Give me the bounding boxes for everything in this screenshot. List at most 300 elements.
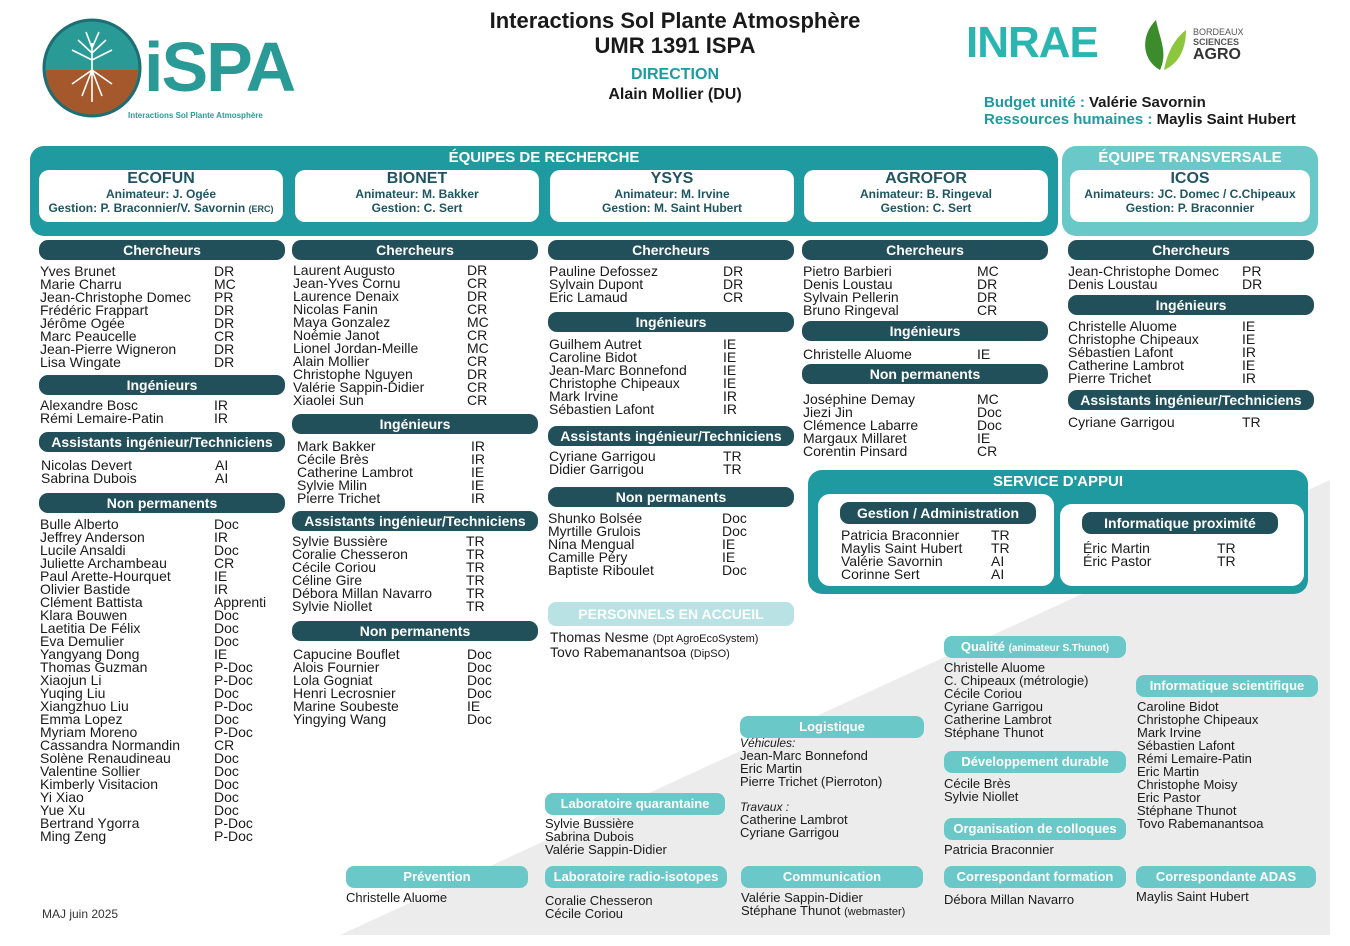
person-name: Nina Mengual <box>548 536 635 552</box>
adas-header: Correspondante ADAS <box>1136 866 1316 888</box>
person-name: Patricia Braconnier <box>841 527 960 543</box>
person-status: Doc <box>214 750 239 766</box>
communication-header: Communication <box>741 866 923 888</box>
service-person: Patricia Braconnier <box>944 842 1054 857</box>
colloques-header: Organisation de colloques <box>944 818 1126 840</box>
person-status: MC <box>214 276 236 292</box>
ysys-nonperm-header: Non permanents <box>548 487 794 507</box>
person-name: Sylvain Dupont <box>549 276 644 292</box>
service-person: Catherine Lambrot <box>740 812 848 827</box>
director-name: Alain Mollier (DU) <box>608 86 742 103</box>
person-status: DR <box>977 289 998 305</box>
person-name: Alois Fournier <box>293 659 380 675</box>
person-status: CR <box>214 328 235 344</box>
person-status: PR <box>214 289 234 305</box>
service-person: Sébastien Lafont <box>1137 738 1235 753</box>
person-status: IE <box>471 477 485 493</box>
person-name: Caroline Bidot <box>549 349 637 365</box>
header-title-block <box>430 8 920 105</box>
person-status: Doc <box>214 776 239 792</box>
person-name: Lisa Wingate <box>40 354 121 370</box>
accueil-dept: (Dpt AgroEcoSystem) <box>652 633 759 645</box>
person-status: DR <box>723 276 744 292</box>
person-row <box>803 445 1048 458</box>
person-status: TR <box>1242 414 1261 430</box>
ecofun-nonperm-header: Non permanents <box>39 493 285 513</box>
person-status: Doc <box>214 620 239 636</box>
person-status: DR <box>467 288 488 304</box>
person-status: Doc <box>722 510 747 526</box>
team-card-ysys <box>550 170 794 222</box>
person-name: Éric Pastor <box>1083 553 1152 569</box>
team-name: AGROFOR <box>885 170 967 187</box>
person-row <box>1068 372 1313 385</box>
person-status: Doc <box>722 523 747 539</box>
person-name: Guilhem Autret <box>549 336 642 352</box>
person-status: IE <box>977 346 991 362</box>
service-person: Débora Millan Navarro <box>944 892 1075 907</box>
person-status: IE <box>471 464 485 480</box>
person-row <box>41 472 286 485</box>
person-status: Doc <box>467 646 492 662</box>
person-name: Didier Garrigou <box>549 461 644 477</box>
person-name: Cyriane Garrigou <box>1068 414 1175 430</box>
person-name: Christelle Aluome <box>1068 318 1177 334</box>
team-gestion: Gestion: C. Sert <box>880 201 972 215</box>
person-name: Paul Arette-Hourquet <box>40 568 171 584</box>
person-status: IE <box>722 536 736 552</box>
person-name: Pierre Trichet <box>297 490 381 506</box>
person-row <box>297 492 542 505</box>
rh-label: Ressources humaines : <box>984 111 1153 128</box>
person-row <box>40 830 285 843</box>
ecofun-nonperm-list <box>40 518 285 843</box>
colloques-list <box>944 843 1054 856</box>
person-name: Catherine Lambrot <box>297 464 413 480</box>
ysys-ingenieurs-list <box>549 338 794 416</box>
team-animator: Animateurs: JC. Domec / C.Chipeaux <box>1084 187 1296 201</box>
person-name: Olivier Bastide <box>40 581 131 597</box>
person-status: IE <box>1242 318 1256 334</box>
team-gestion: Gestion: P. Braconnier <box>1125 201 1255 215</box>
person-row <box>841 568 1041 581</box>
service-person: Valérie Sappin-Didier <box>545 842 667 857</box>
person-row <box>292 600 537 613</box>
person-status: TR <box>991 540 1010 556</box>
transversal-team-title: ÉQUIPE TRANSVERSALE <box>1098 149 1282 166</box>
bionet-chercheurs-list <box>293 264 538 407</box>
person-name: Frédéric Frappart <box>40 302 149 318</box>
team-animator: Animateur: M. Irvine <box>614 187 730 201</box>
adas-list <box>1136 890 1249 903</box>
person-status: IR <box>1242 370 1256 386</box>
service-person: Cécile Brès <box>944 776 1011 791</box>
person-name: Jeffrey Anderson <box>40 529 145 545</box>
person-status: DR <box>723 263 744 279</box>
bionet-nonperm-list <box>293 648 538 726</box>
service-person: Sylvie Niollet <box>944 789 1019 804</box>
person-status: CR <box>467 275 488 291</box>
person-status: IE <box>1242 357 1256 373</box>
team-gestion: Gestion: P. Braconnier/V. Savornin <box>48 201 246 215</box>
person-name: Nicolas Fanin <box>293 301 378 317</box>
person-name: Ming Zeng <box>40 828 107 844</box>
labo-radio-header: Laboratoire radio-isotopes <box>545 866 727 888</box>
person-status: IE <box>723 375 737 391</box>
travaux-label: Travaux : <box>740 800 790 814</box>
service-person: Tovo Rabemanantsoa <box>1137 816 1264 831</box>
ysys-chercheurs-header: Chercheurs <box>548 240 794 260</box>
person-status: IR <box>471 438 485 454</box>
person-name: Denis Loustau <box>1068 276 1158 292</box>
bsa-leaf-icon <box>1138 16 1188 72</box>
person-name: Cassandra Normandin <box>40 737 181 753</box>
person-status: DR <box>214 263 235 279</box>
service-person: Christophe Chipeaux <box>1137 712 1259 727</box>
person-status: IR <box>723 388 737 404</box>
agrofor-chercheurs-list <box>803 265 1048 317</box>
person-name: Henri Lecrosnier <box>293 685 396 701</box>
formation-header: Correspondant formation <box>944 866 1126 888</box>
person-row <box>549 403 794 416</box>
service-person: Eric Martin <box>740 761 803 776</box>
person-status: MC <box>467 340 489 356</box>
person-status: Doc <box>214 802 239 818</box>
person-status: Doc <box>214 607 239 623</box>
person-name: Sébastien Lafont <box>1068 344 1174 360</box>
info-proximite-list <box>1083 542 1283 568</box>
service-person: Sabrina Dubois <box>545 829 634 844</box>
accueil-header: PERSONNELS EN ACCUEIL <box>548 602 794 626</box>
person-name: Cyriane Garrigou <box>549 448 656 464</box>
person-status: CR <box>467 353 488 369</box>
person-name: Coralie Chesseron <box>292 546 408 562</box>
person-row <box>40 356 285 369</box>
person-row <box>803 348 1048 361</box>
ispa-logo-subtitle: Interactions Sol Plante Atmosphère <box>128 111 263 120</box>
team-animator: Animateur: M. Bakker <box>355 187 479 201</box>
person-status: CR <box>467 327 488 343</box>
person-name: Yangyang Dong <box>40 646 140 662</box>
person-name: Baptiste Riboulet <box>548 562 654 578</box>
person-name: Maylis Saint Hubert <box>841 540 963 556</box>
labo-quarantaine-list <box>545 817 667 856</box>
service-person: Catherine Lambrot <box>944 712 1052 727</box>
person-name: Bruno Ringeval <box>803 302 899 318</box>
bionet-assistants-list <box>292 535 537 613</box>
service-person: Maylis Saint Hubert <box>1136 889 1249 904</box>
service-person: Jean-Marc Bonnefond <box>740 748 868 763</box>
person-status: Doc <box>214 685 239 701</box>
person-status: AI <box>991 566 1005 582</box>
person-status: IR <box>214 581 228 597</box>
person-status: DR <box>467 262 488 278</box>
person-name: Pietro Barbieri <box>803 263 892 279</box>
icos-assistants-list <box>1068 416 1313 429</box>
ysys-ingenieurs-header: Ingénieurs <box>548 312 794 332</box>
person-name: Nicolas Devert <box>41 457 133 473</box>
person-status: TR <box>466 533 485 549</box>
gestion-admin-list <box>841 529 1041 581</box>
accueil-row <box>550 646 758 661</box>
person-status: IE <box>467 698 481 714</box>
ecofun-chercheurs-list <box>40 265 285 369</box>
person-status: CR <box>214 737 235 753</box>
person-status: IE <box>723 336 737 352</box>
icos-chercheurs-header: Chercheurs <box>1068 240 1314 260</box>
person-status: Doc <box>214 633 239 649</box>
person-status: IE <box>214 646 228 662</box>
person-name: Jean-Christophe Domec <box>40 289 191 305</box>
service-person: Stéphane Thunot <box>1137 803 1237 818</box>
person-status: Apprenti <box>214 594 267 610</box>
person-name: Lola Gogniat <box>293 672 373 688</box>
ysys-chercheurs-list <box>549 265 794 304</box>
inrae-logo: INRAE <box>966 18 1098 67</box>
service-person: Christelle Aluome <box>346 890 448 905</box>
person-status: IR <box>723 401 737 417</box>
person-name: Laetitia De Félix <box>40 620 141 636</box>
person-name: Laurence Denaix <box>293 288 399 304</box>
budget-rh-block <box>984 94 1296 128</box>
person-name: Camille Péry <box>548 549 628 565</box>
person-status: DR <box>1242 276 1263 292</box>
person-status: CR <box>977 443 998 459</box>
person-status: CR <box>977 302 998 318</box>
service-appui-title: SERVICE D'APPUI <box>993 473 1123 490</box>
budget-name: Valérie Savornin <box>1089 94 1206 111</box>
service-person: Mark Irvine <box>1137 725 1202 740</box>
bionet-ingenieurs-header: Ingénieurs <box>292 414 538 434</box>
labo-quarantaine-header: Laboratoire quarantaine <box>545 793 725 815</box>
person-status: P-Doc <box>214 659 253 675</box>
person-status: IE <box>723 362 737 378</box>
person-name: Margaux Millaret <box>803 430 907 446</box>
service-person: Sylvie Bussière <box>545 816 634 831</box>
person-status: Doc <box>214 516 239 532</box>
person-status: CR <box>723 289 744 305</box>
person-status: CR <box>467 392 488 408</box>
person-row <box>803 304 1048 317</box>
person-name: Mark Irvine <box>549 388 619 404</box>
person-row <box>548 564 793 577</box>
labo-radio-list <box>545 894 653 920</box>
person-status: Doc <box>467 672 492 688</box>
person-status: DR <box>467 366 488 382</box>
icos-ingenieurs-header: Ingénieurs <box>1068 295 1314 315</box>
person-name: Valentine Sollier <box>40 763 141 779</box>
research-teams-title: ÉQUIPES DE RECHERCHE <box>448 149 640 166</box>
person-name: Alexandre Bosc <box>40 397 139 413</box>
ecofun-assistants-header: Assistants ingénieur/Techniciens <box>39 432 285 452</box>
person-name: Christophe Chipeaux <box>1068 331 1199 347</box>
person-status: Doc <box>214 542 239 558</box>
person-status: TR <box>466 585 485 601</box>
person-name: Noémie Janot <box>293 327 380 343</box>
service-person: Caroline Bidot <box>1137 699 1219 714</box>
communication-person <box>741 904 905 919</box>
service-person: Coralie Chesseron <box>545 893 653 908</box>
qualite-title: Qualité <box>960 639 1005 654</box>
service-person: Cyriane Garrigou <box>944 699 1043 714</box>
person-status: IR <box>214 529 228 545</box>
person-name: Jean-Marc Bonnefond <box>549 362 687 378</box>
person-status: TR <box>466 559 485 575</box>
agrofor-nonperm-header: Non permanents <box>802 364 1048 384</box>
team-name: ICOS <box>1170 170 1210 187</box>
info-scientifique-header: Informatique scientifique <box>1136 675 1318 697</box>
team-animator: Animateur: J. Ogée <box>105 187 217 201</box>
person-status: IE <box>977 430 991 446</box>
person-name: Eva Demulier <box>40 633 125 649</box>
ysys-assistants-header: Assistants ingénieur/Techniciens <box>548 426 794 446</box>
person-name: Eric Lamaud <box>549 289 628 305</box>
person-status: Doc <box>977 404 1002 420</box>
person-name: Marine Soubeste <box>293 698 399 714</box>
person-status: Doc <box>214 789 239 805</box>
ecofun-assistants-list <box>41 459 286 485</box>
ysys-nonperm-list <box>548 512 793 577</box>
person-name: Jérôme Ogée <box>40 315 125 331</box>
person-row <box>549 463 794 476</box>
person-name: Yue Xu <box>40 802 86 818</box>
person-name: Xiaolei Sun <box>293 392 364 408</box>
person-name: Myrtille Grulois <box>548 523 641 539</box>
page-subtitle: UMR 1391 ISPA <box>594 33 756 58</box>
person-status: TR <box>466 546 485 562</box>
service-person: C. Chipeaux (métrologie) <box>944 673 1089 688</box>
team-name: BIONET <box>386 170 448 187</box>
person-name: Yves Brunet <box>40 263 116 279</box>
person-name: Solène Renaudineau <box>40 750 171 766</box>
person-name: Laurent Augusto <box>293 262 395 278</box>
team-name: ECOFUN <box>127 170 195 187</box>
ecofun-ingenieurs-header: Ingénieurs <box>39 375 285 395</box>
person-name: Sébastien Lafont <box>549 401 655 417</box>
person-name: Marc Peaucelle <box>40 328 137 344</box>
service-person: Cécile Coriou <box>545 906 624 921</box>
person-name: Catherine Lambrot <box>1068 357 1184 373</box>
accueil-name: Tovo Rabemanantsoa <box>550 644 687 660</box>
dev-durable-header: Développement durable <box>944 751 1126 773</box>
person-status: IR <box>214 410 228 426</box>
person-name: Clément Battista <box>40 594 143 610</box>
prevention-list <box>346 891 447 904</box>
person-status: AI <box>991 553 1005 569</box>
person-row <box>549 291 794 304</box>
person-status: MC <box>467 314 489 330</box>
person-status: TR <box>991 527 1010 543</box>
person-status: IE <box>722 549 736 565</box>
person-status: AI <box>215 470 229 486</box>
communication-note: (webmaster) <box>844 906 906 918</box>
person-row <box>40 412 285 425</box>
communication-name: Stéphane Thunot <box>741 903 841 918</box>
team-gestion-note: (ERC) <box>248 204 274 214</box>
person-status: IE <box>214 568 228 584</box>
person-name: Valérie Savornin <box>841 553 943 569</box>
person-name: Marie Charru <box>40 276 122 292</box>
person-name: Sylvie Niollet <box>292 598 373 614</box>
team-card-agrofor <box>804 170 1048 222</box>
qualite-header <box>944 636 1126 658</box>
vehicules-label: Véhicules: <box>740 736 796 750</box>
person-status: MC <box>977 263 999 279</box>
info-scientifique-list <box>1137 700 1263 830</box>
person-status: Doc <box>467 711 492 727</box>
logistique-header: Logistique <box>740 716 924 738</box>
person-status: TR <box>466 572 485 588</box>
icos-chercheurs-list <box>1068 265 1313 291</box>
team-card-ecofun <box>39 170 283 222</box>
person-name: Cécile Brès <box>297 451 369 467</box>
person-row <box>1068 416 1313 429</box>
person-status: CR <box>467 379 488 395</box>
ispa-logo-emblem <box>42 18 142 118</box>
communication-person: Valérie Sappin-Didier <box>741 890 863 905</box>
person-status: TR <box>723 448 742 464</box>
person-name: Corentin Pinsard <box>803 443 908 459</box>
team-name: YSYS <box>650 170 694 187</box>
agrofor-ingenieurs-list <box>803 348 1048 361</box>
qualite-list <box>944 661 1089 739</box>
service-person: Eric Pastor <box>1137 790 1201 805</box>
formation-list <box>944 893 1074 906</box>
person-name: Jean-Yves Cornu <box>293 275 401 291</box>
vehicules-list <box>740 749 882 788</box>
accueil-name: Thomas Nesme <box>550 629 649 645</box>
gestion-admin-header: Gestion / Administration <box>840 502 1036 524</box>
bsa-line1: BORDEAUX <box>1193 27 1244 37</box>
bionet-assistants-header: Assistants ingénieur/Techniciens <box>292 511 538 531</box>
person-name: Sabrina Dubois <box>41 470 137 486</box>
ecofun-chercheurs-header: Chercheurs <box>39 240 285 260</box>
person-status: IE <box>1242 331 1256 347</box>
person-name: Pierre Trichet <box>1068 370 1152 386</box>
person-name: Lucile Ansaldi <box>40 542 126 558</box>
person-name: Christelle Aluome <box>803 346 912 362</box>
person-name: Yi Xiao <box>40 789 84 805</box>
service-person: Christophe Moisy <box>1137 777 1238 792</box>
person-name: Sylvie Bussière <box>292 533 388 549</box>
prevention-header: Prévention <box>346 866 528 888</box>
agrofor-ingenieurs-header: Ingénieurs <box>802 321 1048 341</box>
person-name: Joséphine Demay <box>803 391 916 407</box>
budget-label: Budget unité : <box>984 94 1085 111</box>
person-status: PR <box>1242 263 1262 279</box>
person-status: P-Doc <box>214 815 253 831</box>
person-name: Sylvie Milin <box>297 477 368 493</box>
person-status: IR <box>471 451 485 467</box>
team-gestion: Gestion: M. Saint Hubert <box>601 201 742 215</box>
person-name: Xiangzhuo Liu <box>40 698 129 714</box>
person-name: Céline Gire <box>292 572 363 588</box>
person-status: Doc <box>214 763 239 779</box>
person-row <box>1083 555 1283 568</box>
person-name: Rémi Lemaire-Patin <box>40 410 164 426</box>
person-name: Clémence Labarre <box>803 417 919 433</box>
bsa-line2: SCIENCES <box>1193 37 1240 47</box>
team-card-icos <box>1070 170 1310 222</box>
person-status: IR <box>471 490 485 506</box>
service-person: Cyriane Garrigou <box>740 825 839 840</box>
team-gestion: Gestion: C. Sert <box>371 201 463 215</box>
person-name: Jiezi Jin <box>803 404 853 420</box>
bsa-logo-text <box>1193 27 1244 63</box>
person-status: P-Doc <box>214 828 253 844</box>
person-name: Mark Bakker <box>297 438 376 454</box>
person-name: Alain Mollier <box>293 353 370 369</box>
